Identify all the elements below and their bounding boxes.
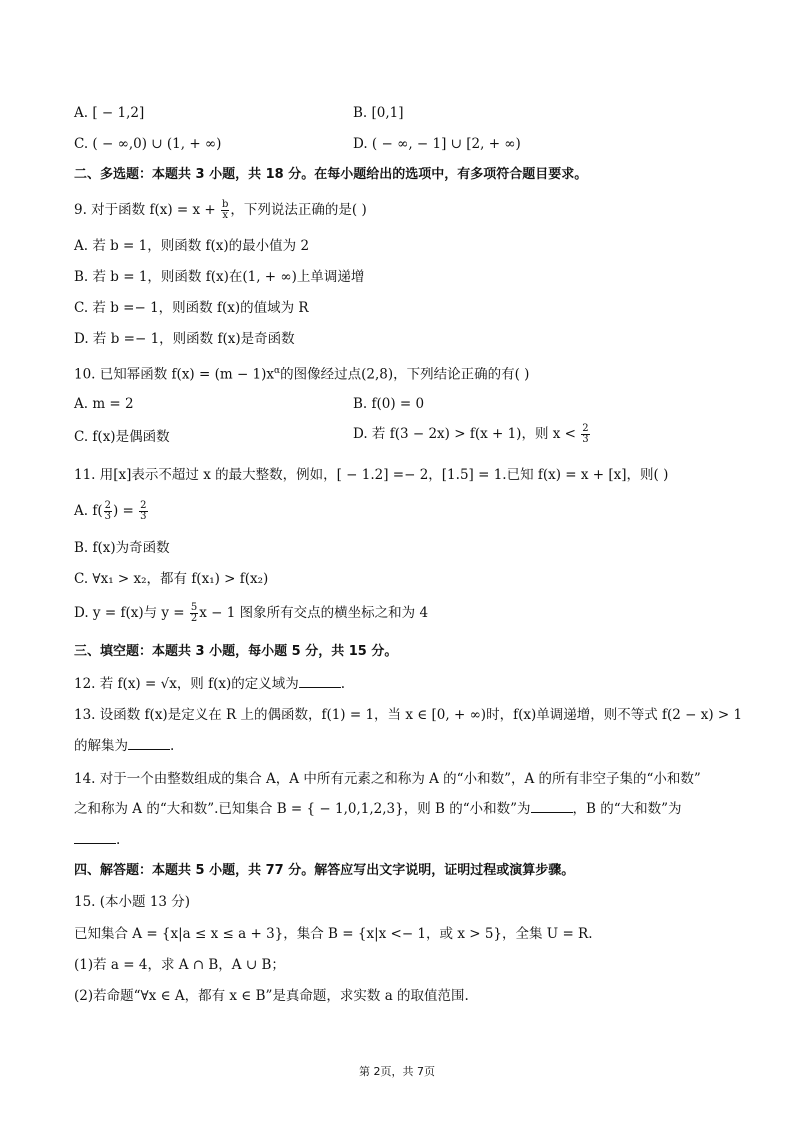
q8-option-d: D. ( − ∞, − 1] ∪ [2, + ∞) xyxy=(353,136,521,152)
q10-option-d: D. 若 f(3 − 2x) > f(x + 1)，则 x < $\frac{2}{3}$ xyxy=(353,423,589,445)
q10-stem: 10. 已知幂函数 $f(x) = (m - 1)x^\alpha$的图像经过点(2,8)，下列结论正确的有( ) xyxy=(74,366,530,383)
q8-option-c: C. ( − ∞,0) ∪ (1, + ∞) xyxy=(74,136,222,152)
q10-option-c: C. f(x)是偶函数 xyxy=(74,429,170,445)
q10-option-a: A. m = 2 xyxy=(74,396,134,412)
q8-option-a: A. [ − 1,2] xyxy=(74,105,145,121)
q11-option-d: D. y = f(x)与 y = $\frac{5}{2}$ x − 1 图象所有交点的横坐标之和为 4 xyxy=(74,602,429,624)
q13-answer-blank xyxy=(128,737,170,750)
section2-header: 二、多选题：本题共 3 小题，共 18 分。在每小题给出的选项中，有多项符合题目要求。 xyxy=(74,167,588,182)
q14-answer-blank-1 xyxy=(531,800,573,813)
q11-option-a: A. f( $\frac{2}{3}$ ) = $\frac{2}{3}$ xyxy=(74,500,147,522)
q9-option-c: C. 若 b =− 1，则函数 f(x)的值域为 R xyxy=(74,300,309,316)
q15-title: 15. (本小题 13 分) xyxy=(74,894,191,910)
q8-option-b: B. [0,1] xyxy=(353,105,404,121)
q13-line2: 的解集为 . xyxy=(74,738,175,754)
q12-answer-blank xyxy=(299,675,341,688)
q11-stem: 11. 用[x]表示不超过 x 的最大整数，例如，[ − 1.2] =− 2，[1.5] = 1.已知 f(x) = x + [x]，则( ) xyxy=(74,467,669,483)
q9-option-d: D. 若 b =− 1，则函数 f(x)是奇函数 xyxy=(74,331,295,347)
q14-answer-blank-2 xyxy=(74,831,116,844)
q15-part1: (1)若 a = 4，求 A ∩ B，A ∪ B； xyxy=(74,957,285,973)
q11-option-c: C. ∀x₁ > x₂，都有 f(x₁) > f(x₂) xyxy=(74,571,269,587)
q11-option-b: B. f(x)为奇函数 xyxy=(74,540,170,556)
q14-line2: 之和称为 A 的“大和数”.已知集合 B = { − 1,0,1,2,3}，则 B 的“小和数”为 ，B 的“大和数”为 xyxy=(74,801,682,817)
q13-line1: 13. 设函数 f(x)是定义在 R 上的偶函数，f(1) = 1，当 x ∈ [0, + ∞)时，f(x)单调递增，则不等式 f(2 − x) > 1 xyxy=(74,707,743,723)
q14-line1: 14. 对于一个由整数组成的集合 A，A 中所有元素之和称为 A 的“小和数”，A 的所有非空子集的“小和数” xyxy=(74,771,701,787)
section4-header: 四、解答题：本题共 5 小题，共 77 分。解答应写出文字说明，证明过程或演算步骤。 xyxy=(74,863,575,878)
q9-option-a: A. 若 b = 1，则函数 f(x)的最小值为 2 xyxy=(74,238,310,254)
page-footer: 第 2页，共 7页 xyxy=(359,1065,435,1078)
q14-line3: . xyxy=(74,831,120,849)
q15-stem: 已知集合 A = {x|a ≤ x ≤ a + 3}，集合 B = {x|x <− 1，或 x > 5}，全集 U = R. xyxy=(74,926,593,942)
section3-header: 三、填空题：本题共 3 小题，每小题 5 分，共 15 分。 xyxy=(74,644,398,659)
q9-option-b: B. 若 b = 1，则函数 f(x)在(1, + ∞)上单调递增 xyxy=(74,269,365,285)
q9-stem: 9. 对于函数 f(x) = x + $\frac{b}{x}$ ，下列说法正确的是( ) xyxy=(74,199,367,221)
q15-part2: (2)若命题“∀x ∈ A，都有 x ∈ B”是真命题，求实数 a 的取值范围. xyxy=(74,988,469,1004)
q12: 12. 若 f(x) = √x，则 f(x)的定义域为 . xyxy=(74,676,346,692)
q10-option-b: B. f(0) = 0 xyxy=(353,396,425,412)
